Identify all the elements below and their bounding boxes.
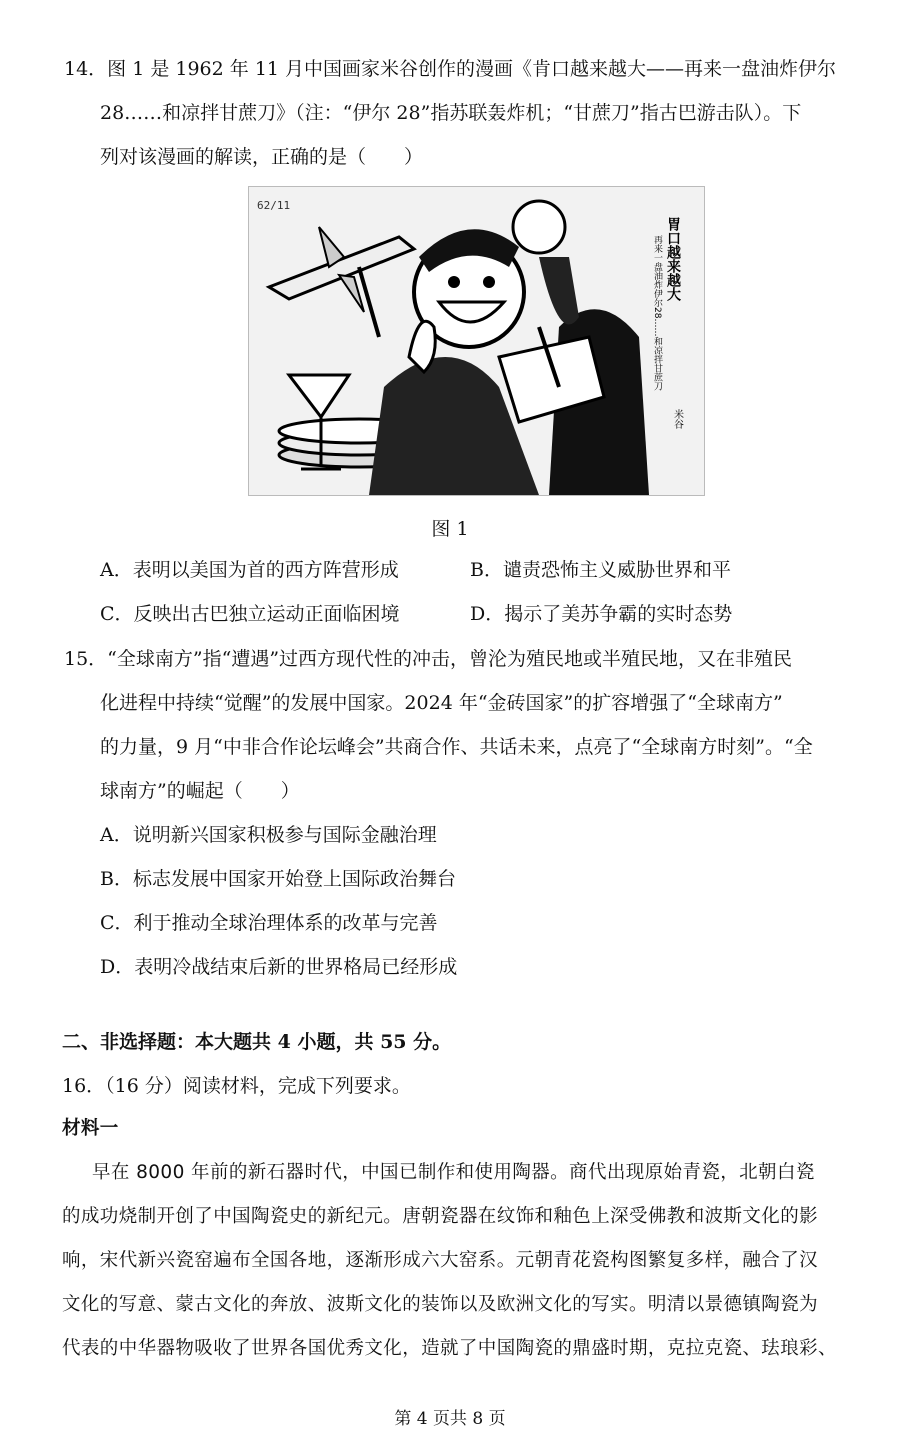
q14-option-a[interactable]: A．表明以美国为首的西方阵营形成	[100, 559, 399, 581]
q14-option-b[interactable]: B．谴责恐怖主义威胁世界和平	[470, 559, 731, 581]
figure-artist: 米谷	[671, 409, 683, 429]
q15-option-d[interactable]: D．表明冷战结束后新的世界格局已经形成	[100, 956, 458, 978]
material-line-2: 的成功烧制开创了中国陶瓷史的新纪元。唐朝瓷器在纹饰和釉色上深受佛教和波斯文化的影	[62, 1206, 819, 1227]
q15-stem-line-2: 化进程中持续“觉醒”的发展中国家。2024 年“金砖国家”的扩容增强了“全球南方”	[100, 692, 783, 714]
q15-option-c[interactable]: C．利于推动全球治理体系的改革与完善	[100, 912, 438, 934]
figure-subtitle-vertical: 再来一盘油炸伊尔28……和凉拌甘蔗刀	[652, 235, 662, 391]
q14-stem-line-1: 14．图 1 是 1962 年 11 月中国画家米谷创作的漫画《肯口越来越大——再来一盘油炸伊尔	[64, 58, 837, 80]
section-heading: 二、非选择题：本大题共 4 小题，共 55 分。	[62, 1031, 452, 1053]
material-line-5: 代表的中华器物吸收了世界各国优秀文化，造就了中国陶瓷的鼎盛时期，克拉克瓷、珐琅彩、	[62, 1338, 837, 1359]
q14-stem-line-2: 28……和凉拌甘蔗刀》（注：“伊尔 28”指苏联轰炸机；“甘蔗刀”指古巴游击队）。下	[100, 102, 802, 124]
q15-stem-line-4: 球南方”的崛起（ ）	[100, 780, 300, 802]
material-line-4: 文化的写意、蒙古文化的奔放、波斯文化的装饰以及欧洲文化的写实。明清以景德镇陶瓷为	[62, 1294, 819, 1315]
material-title: 材料一	[62, 1118, 119, 1139]
q14-option-d[interactable]: D．揭示了美苏争霸的实时态势	[470, 603, 733, 625]
material-line-1: 早在 8000 年前的新石器时代，中国已制作和使用陶器。商代出现原始青瓷，北朝白瓷	[92, 1162, 815, 1183]
cartoon-illustration	[249, 187, 704, 495]
q14-stem-line-3: 列对该漫画的解读，正确的是（ ）	[100, 146, 424, 168]
q15-option-b[interactable]: B．标志发展中国家开始登上国际政治舞台	[100, 868, 456, 890]
material-line-3: 响，宋代新兴瓷窑遍布全国各地，逐渐形成六大窑系。元朝青花瓷构图繁复多样，融合了汉	[62, 1250, 819, 1271]
q15-option-a[interactable]: A．说明新兴国家积极参与国际金融治理	[100, 824, 437, 846]
q14-option-c[interactable]: C．反映出古巴独立运动正面临困境	[100, 603, 400, 625]
q15-stem-line-1: 15．“全球南方”指“遭遇”过西方现代性的冲击，曾沦为殖民地或半殖民地，又在非殖民	[64, 648, 793, 670]
figure-title-vertical: 胃口越来越大	[665, 217, 681, 301]
page-footer: 第 4 页共 8 页	[394, 1409, 506, 1429]
figure-stamp: 62/11	[257, 199, 291, 212]
figure-caption: 图 1	[431, 518, 469, 540]
q15-stem-line-3: 的力量，9 月“中非合作论坛峰会”共商合作、共话未来，点亮了“全球南方时刻”。“全	[100, 736, 813, 758]
cartoon-figure	[248, 186, 705, 496]
q16-intro: 16．（16 分）阅读材料，完成下列要求。	[62, 1075, 411, 1097]
